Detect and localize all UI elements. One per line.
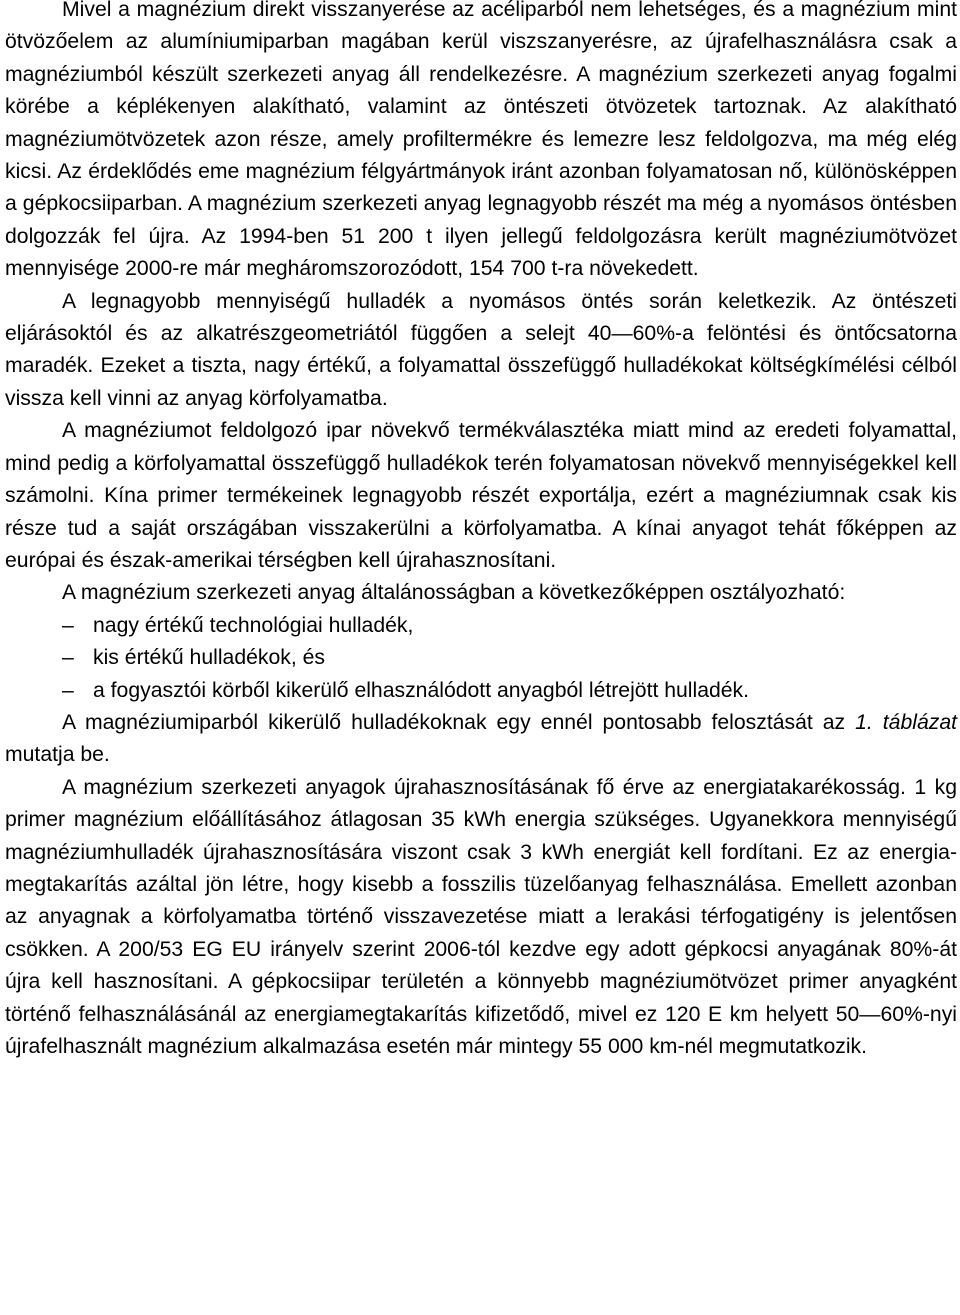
paragraph-industry-growth: A magnéziumot feldolgozó ipar növekvő termékválasztéka miatt mind az eredeti folyamattal, mind pedig a körfolyamattal összefüggő hulladékok terén folyamatosan növekvő mennyiségekkel kell számolni. Kína primer termékeinek legnagyobb részét exportálja, ezért a magnéziumnak csak kis része tud a saját országában visszakerülni a körfolyamatba. A kínai anyagot tehát főképpen az európai és észak-amerikai térségben kell újrahasznosítani. bbox=[5, 419, 957, 572]
paragraph-classification-intro: A magnézium szerkezeti anyag általánosságban a következőképpen osztályozható: bbox=[62, 581, 846, 605]
list-item-text: nagy értékű technológiai hulladék, bbox=[93, 613, 414, 637]
table-ref-pre: A magnéziumiparból kikerülő hulladékoknak egy ennél pontosabb felosztását az bbox=[62, 710, 856, 734]
paragraph-energy-savings: A magnézium szerkezeti anyagok újrahasznosításának fő érve az energiatakarékosság. 1 kg primer magnézium előállításához átlagosan 35 kWh energia szükséges. Ugyanekkora mennyiségű magnéziumhulladék újrahasznosítására viszont csak 3 kWh energiát kell fordítani. Ez az energiamegtakarítás azáltal jön létre, hogy kisebb a fosszilis tüzelőanyag felhasználása. Emellett azonban az anyagnak a körfolyamatba történő visszavezetése miatt a lerakási térfogatigény is jelentősen csökken. A 200/53 EG EU irányelv szerint 2006-tól kezdve egy adott gépkocsi anyagának 80%-át újra kell hasznosítani. A gépkocsiipar területén a könnyebb magnéziumötvözet primer anyagként történő felhasználásánál az energiamegtakarítás kifizetődő, mivel ez 120 E km helyett 50—60%-nyi újrafelhasznált magnézium alkalmazása esetén már mintegy 55 000 km-nél megmutatkozik. bbox=[5, 775, 957, 1058]
dash-bullet: – bbox=[62, 613, 74, 637]
dash-bullet: – bbox=[62, 678, 74, 702]
list-item-text: kis értékű hulladékok, és bbox=[93, 646, 326, 670]
list-item bbox=[5, 642, 957, 674]
table-reference-link: 1. táblázat bbox=[855, 710, 957, 734]
dash-bullet: – bbox=[62, 646, 74, 670]
table-ref-post: mutatja be. bbox=[5, 743, 110, 767]
list-item bbox=[5, 675, 957, 707]
list-item-text: a fogyasztói körből kikerülő elhasználódott anyagból létrejött hulladék. bbox=[93, 678, 750, 702]
classification-list bbox=[5, 610, 957, 707]
list-item bbox=[5, 610, 957, 642]
paragraph-die-casting-waste: A legnagyobb mennyiségű hulladék a nyomásos öntés során keletkezik. Az öntészeti eljárásoktól és az alkatrészgeometriától függően a selejt 40—60%-a felöntési és öntőcsatorna maradék. Ezeket a tiszta, nagy értékű, a folyamattal összefüggő hulladékokat költségkímélési célból vissza kell vinni az anyag körfolyamatba. bbox=[5, 289, 957, 410]
paragraph-table-reference bbox=[5, 707, 957, 772]
paragraph-magnesium-recovery: Mivel a magnézium direkt visszanyerése az acéliparból nem lehetséges, és a magnézium mint ötvözőelem az alumíniumiparban magában kerül viszszanyerésre, az újrafelhasználásra csak a magnéziumból készült szerkezeti anyag áll rendelkezésre. A magnézium szerkezeti anyag fogalmi körébe a képlékenyen alakítható, valamint az öntészeti ötvözetek tartoznak. Az alakítható magnéziumötvözetek azon része, amely profiltermékre és lemezre lesz feldolgozva, ma még elég kicsi. Az érdeklődés eme magnézium félgyártmányok iránt azonban folyamatosan nő, különösképpen a gépkocsiiparban. A magnézium szerkezeti anyag legnagyobb részét ma még a nyomásos öntésben dolgozzák fel újra. Az 1994-ben 51 200 t ilyen jellegű feldolgozásra került magnéziumötvözet mennyisége 2000-re már megháromszorozódott, 154 700 t-ra növekedett. bbox=[5, 0, 957, 281]
